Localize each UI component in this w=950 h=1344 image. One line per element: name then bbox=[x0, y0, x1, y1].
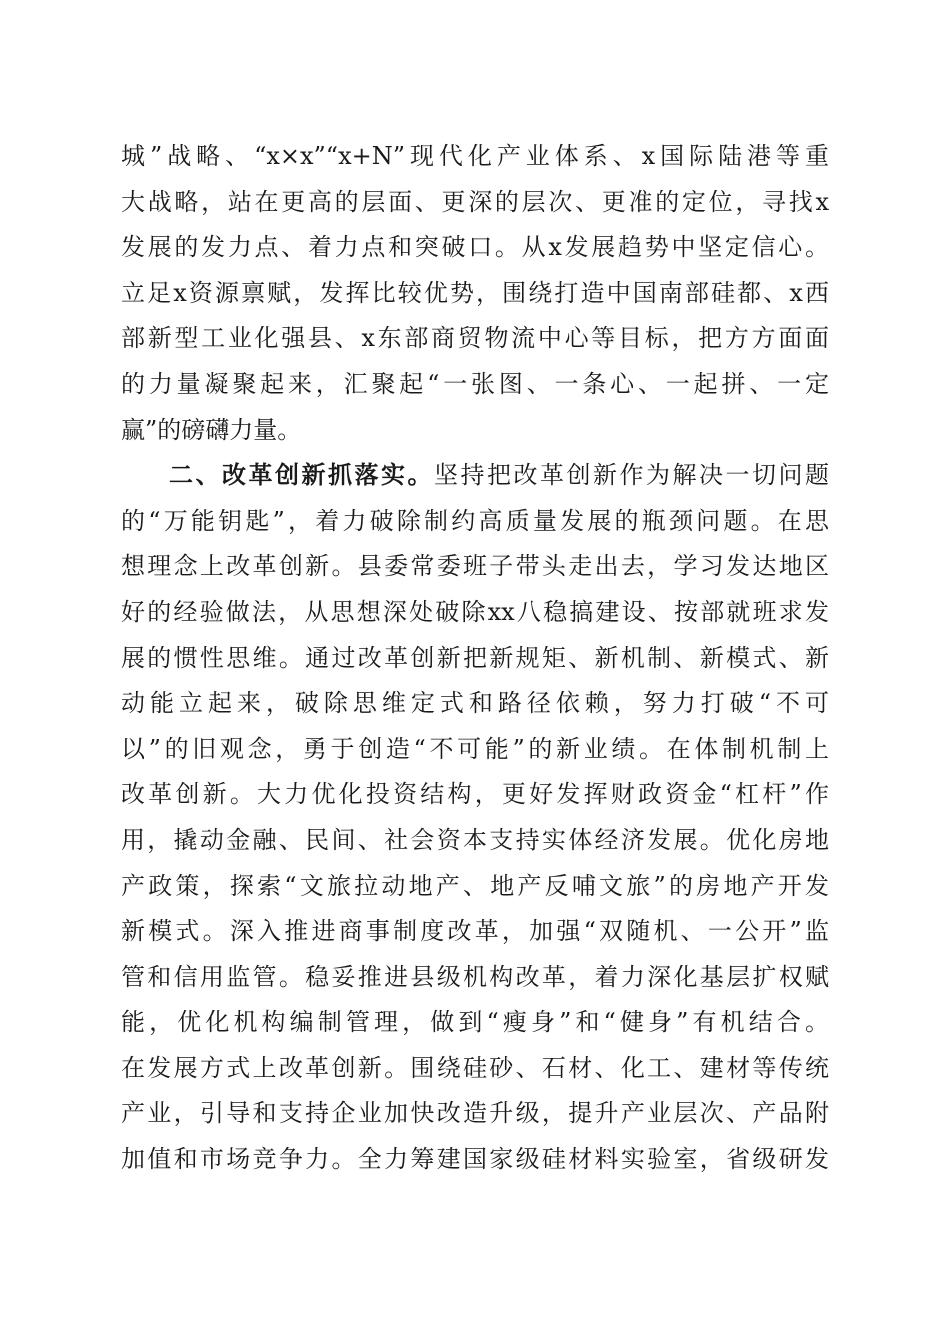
paragraph-2-line-2: 的“万能钥匙”，着力破除制约高质量发展的瓶颈问题。在思 bbox=[121, 506, 829, 535]
paragraph-2-line-7: 以”的旧观念，勇于创造“不可能”的新业绩。在体制机制上 bbox=[121, 734, 829, 763]
paragraph-2-line-12: 管和信用监管。稳妥推进县级机构改革，着力深化基层扩权赋 bbox=[121, 962, 829, 991]
paragraph-2-line-14: 在发展方式上改革创新。围绕硅砂、石材、化工、建材等传统 bbox=[121, 1053, 829, 1082]
paragraph-2-line-6: 动能立起来，破除思维定式和路径依赖，努力打破“不可 bbox=[121, 689, 829, 718]
paragraph-1-line-6: 的力量凝聚起来，汇聚起“一张图、一条心、一起拼、一定 bbox=[121, 369, 829, 398]
paragraph-2-line-10: 产政策，探索“文旅拉动地产、地产反哺文旅”的房地产开发 bbox=[121, 871, 829, 900]
paragraph-1-line-3: 发展的发力点、着力点和突破口。从x发展趋势中坚定信心。 bbox=[121, 233, 829, 262]
paragraph-1-line-5: 部新型工业化强县、x东部商贸物流中心等目标，把方方面面 bbox=[121, 324, 829, 353]
paragraph-2-line-3: 想理念上改革创新。县委常委班子带头走出去，学习发达地区 bbox=[121, 552, 829, 581]
paragraph-2-line-8: 改革创新。大力优化投资结构，更好发挥财政资金“杠杆”作 bbox=[121, 780, 829, 809]
paragraph-2-line-9: 用，撬动金融、民间、社会资本支持实体经济发展。优化房地 bbox=[121, 825, 829, 854]
paragraph-2-line-1-rest: 坚持把改革创新作为解决一切问题 bbox=[434, 461, 829, 490]
paragraph-2-line-5: 展的惯性思维。通过改革创新把新规矩、新机制、新模式、新 bbox=[121, 643, 829, 672]
paragraph-1-line-7: 赢”的磅礴力量。 bbox=[121, 415, 302, 444]
paragraph-2-line-11: 新模式。深入推进商事制度改革，加强“双随机、一公开”监 bbox=[121, 917, 829, 946]
section-heading: 二、改革创新抓落实。 bbox=[169, 461, 434, 490]
paragraph-1-line-4: 立足x资源禀赋，发挥比较优势，围绕打造中国南部硅都、x西 bbox=[121, 278, 829, 307]
paragraph-2-line-15: 产业，引导和支持企业加快改造升级，提升产业层次、产品附 bbox=[121, 1099, 829, 1128]
paragraph-2-line-1 bbox=[121, 453, 829, 499]
paragraph-1-line-1: 城”战略、“x×x”“x+N”现代化产业体系、x国际陆港等重 bbox=[121, 142, 829, 170]
paragraph-1-line-2: 大战略，站在更高的层面、更深的层次、更准的定位，寻找x bbox=[121, 187, 829, 216]
paragraph-2-line-4: 好的经验做法，从思想深处破除xx八稳搞建设、按部就班求发 bbox=[121, 597, 829, 626]
paragraph-2-line-13: 能，优化机构编制管理，做到“瘦身”和“健身”有机结合。 bbox=[121, 1008, 829, 1037]
paragraph-2-line-16: 加值和市场竞争力。全力筹建国家级硅材料实验室，省级研发 bbox=[121, 1145, 829, 1174]
body-text bbox=[121, 134, 829, 1183]
